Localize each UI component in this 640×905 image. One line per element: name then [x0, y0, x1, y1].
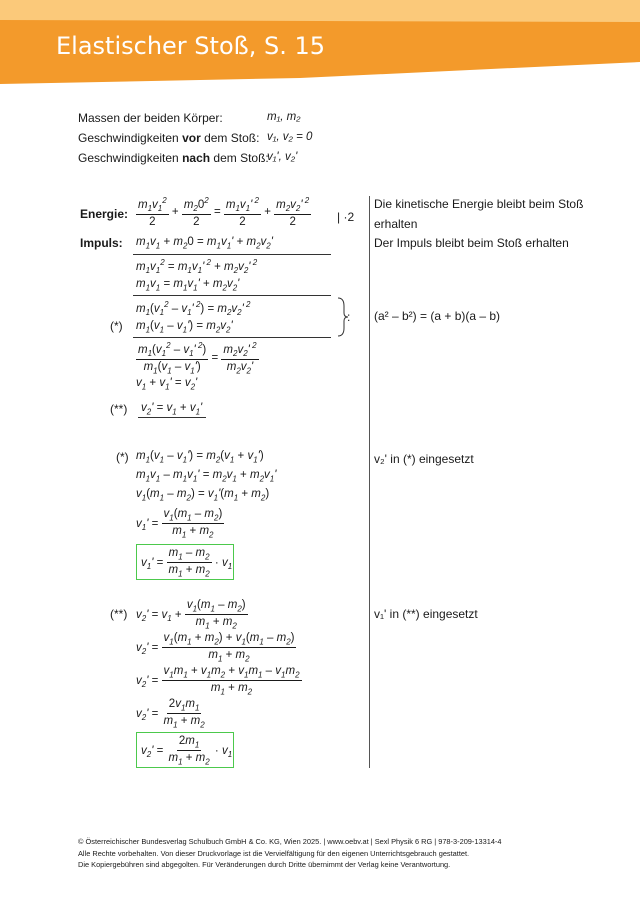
impuls-label: Impuls: [80, 236, 123, 250]
header-banner [0, 0, 640, 86]
separator-line [133, 337, 331, 338]
sub-step-1: $m_1(v_1 - v_1') = m_2(v_1 + v_1')$ [136, 450, 264, 465]
label-star-b: (*) [116, 450, 129, 464]
footer-line-3: Die Kopiergebühren sind abgegolten. Für Veränderungen durch Dritte übernimmt der Verlag keine Verantwortung. [78, 860, 451, 869]
momentum-simplified: $m_1v_1 = m_1v_1' + m_2v_2'$ [136, 278, 240, 293]
division-equation: $\frac{m_1(v_1^2 - v_1' ^2)}{m_1(v_1 - v_1')}$ = $\frac{m_2v_2' ^2}{m_2v_2'}$ [138, 341, 257, 376]
v1-prime-fraction: $v_1'$ = $\frac{v_1(m_1 - m_2)}{m_1 + m_2}$ [136, 508, 223, 540]
label-star: (*) [110, 319, 123, 333]
note-energie-line1: Die kinetische Energie bleibt beim Stoß [374, 197, 584, 211]
footer-line-2: Alle Rechte vorbehalten. Von dieser Druckvorlage ist die Vervielfältigung für den eigenen Unterrichtsgebrauch gestattet. [78, 848, 470, 858]
velocity-sum: $v_1 + v_1' = v_2'$ [136, 377, 198, 392]
energy-times-two: $m_1v_1^2 = m_1v_1'$ $^2 + m_2v_2'$ $^2$ [136, 258, 258, 276]
result-v2-prime: $v_2'$ = $\frac{2m_1}{m_1 + m_2}$ · $v_1$ [141, 735, 233, 767]
separator-line [133, 254, 331, 255]
label-star2-b: (**) [110, 607, 128, 621]
sub2-step-2: $v_2'$ = $\frac{v_1(m_1 + m_2) + v_1(m_1 - m_2)}{m_1 + m_2}$ [136, 632, 295, 664]
impuls-equation: $m_1v_1 + m_20 = m_1v_1' + m_2v_2'$ [136, 236, 273, 251]
given-before-label: Geschwindigkeiten vor dem Stoß: [78, 131, 260, 145]
division-colon: : [347, 310, 351, 324]
given-after-value: v₁', v₂' [267, 151, 298, 163]
column-divider [369, 196, 370, 768]
energy-rearranged: $m_1(v_1^2 - v_1'$ $^2) = m_2v_2'$ $^2$ [136, 300, 251, 318]
given-after-label: Geschwindigkeiten nach dem Stoß: [78, 151, 269, 165]
times-two-operation: | ·2 [337, 210, 355, 224]
result-v2-relation: $v_2' = v_1 + v_1'$ [138, 402, 206, 418]
separator-line [133, 295, 331, 296]
energie-equation: $\frac{m_1v_1^2}{2}$ + $\frac{m_20^2}{2}$ = $\frac{m_1v_1' ^2}{2}$ + $\frac{m_2v_2' ^2}{2}$ [138, 196, 310, 229]
note-binomial: (a² – b²) = (a + b)(a – b) [374, 309, 501, 323]
sub-step-2: $m_1v_1 - m_1v_1' = m_2v_1 + m_2v_1'$ [136, 469, 277, 484]
footer-line-1: © Österreichischer Bundesverlag Schulbuch GmbH & Co. KG, Wien 2025. | www.oebv.at | Sexl Physik 6 RG | 978-3-209-13314-4 [78, 837, 502, 846]
note-energie-line2: erhalten [374, 217, 418, 231]
sub2-step-4: $v_2'$ = $\frac{2v_1m_1}{m_1 + m_2}$ [136, 698, 205, 730]
page-title: Elastischer Stoß, S. 15 [56, 32, 326, 60]
result-v1-prime: $v_1'$ = $\frac{m_1 - m_2}{m_1 + m_2}$ · $v_1$ [141, 547, 233, 579]
given-masses-label: Massen der beiden Körper: [78, 111, 223, 125]
sub2-step-1: $v_2' = v_1$ + $\frac{v_1(m_1 - m_2)}{m_1 + m_2}$ [136, 599, 246, 631]
footer [78, 836, 502, 871]
given-before-value: v₁, v₂ = 0 [267, 131, 313, 143]
label-star2: (**) [110, 402, 128, 416]
note-v2-in-star: v₂' in (*) eingesetzt [374, 452, 474, 466]
note-impuls: Der Impuls bleibt beim Stoß erhalten [374, 236, 569, 250]
momentum-rearranged: $m_1(v_1 - v_1') = m_2v_2'$ [136, 320, 233, 335]
sub2-step-3: $v_2'$ = $\frac{v_1m_1 + v_1m_2 + v_1m_1 - v_1m_2}{m_1 + m_2}$ [136, 665, 300, 697]
energie-label: Energie: [80, 207, 129, 221]
sub-step-3: $v_1(m_1 - m_2) = v_1'(m_1 + m_2)$ [136, 488, 270, 503]
given-masses-value: m₁, m₂ [267, 111, 301, 123]
note-v1-in-star2: v₁' in (**) eingesetzt [374, 607, 478, 621]
